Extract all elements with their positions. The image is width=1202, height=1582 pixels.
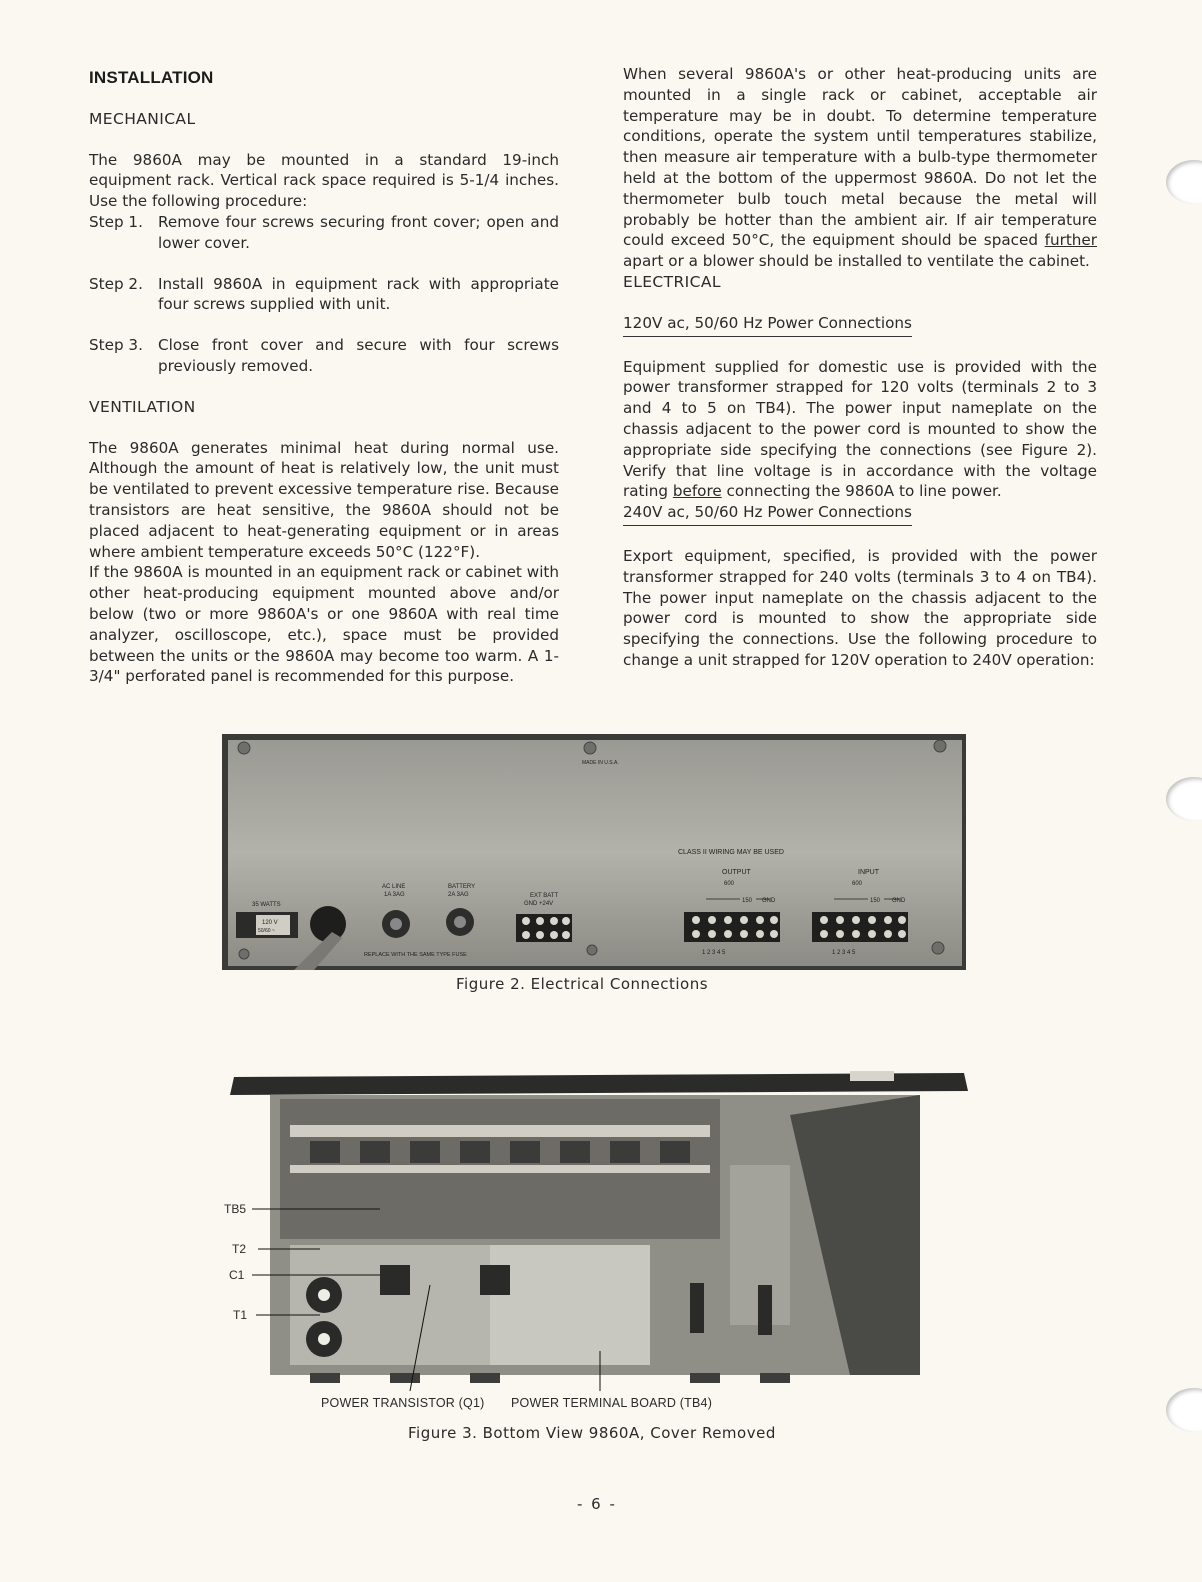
subheading-mechanical: MECHANICAL (89, 109, 196, 128)
step-text: Remove four screws securing front cover; open and lower cover. (158, 212, 559, 252)
svg-text:EXT BATT: EXT BATT (530, 893, 559, 899)
binder-hole-top (1166, 160, 1202, 204)
svg-text:1A 3AG: 1A 3AG (384, 892, 405, 898)
callout-c1: C1 (229, 1268, 245, 1282)
ventilation-paragraph-1: The 9860A generates minimal heat during normal use. Although the amount of heat is relatively low, the unit must be ventilated to prevent excessive temperature rise. Because transistors are heat sensitive, the 9860A should not be placed adjacent to heat-generating equipment or in areas where ambient temperature exceeds 50°C (122°F). (89, 438, 559, 561)
callout-tb5: TB5 (224, 1202, 247, 1216)
underlined-word: further (1044, 231, 1098, 250)
mechanical-intro: The 9860A may be mounted in a standard 19-inch equipment rack. Vertical rack space required is 5-1/4 inches. Use the following procedure: (89, 150, 559, 211)
made-in-label: MADE IN U.S.A. (582, 760, 619, 766)
svg-text:600: 600 (852, 881, 863, 887)
ventilation-paragraph-2: If the 9860A is mounted in an equipment rack or cabinet with other heat-producing equipment mounted above and/or below (two or more 9860A's or one 9860A with real time analyzer, oscilloscope, etc.), space must be provided between the units or the 9860A may become too warm. A 1-3/4" perforated panel is recommended for this purpose. (89, 563, 559, 686)
export-paragraph: Export equipment, specified, is provided with the power transformer strapped for 240 volts (terminals 3 to 4 on TB4). The power input nameplate on the chassis adjacent to the power cord is mounted to show the appropriate side specifying the connections. Use the following procedure to change a unit strapped for 120V operation to 240V operation: (623, 546, 1097, 669)
step-1 (89, 212, 559, 254)
underlined-word: before (672, 482, 722, 501)
svg-text:150: 150 (742, 898, 753, 904)
svg-text:REPLACE WITH THE SAME TYPE FUS: REPLACE WITH THE SAME TYPE FUSE (364, 952, 467, 958)
subheading-ventilation: VENTILATION (89, 397, 196, 416)
class2-label: CLASS II WIRING MAY BE USED (678, 849, 784, 856)
svg-text:GND +24V: GND +24V (524, 901, 554, 907)
figure-2-caption: Figure 2. Electrical Connections (456, 975, 709, 993)
subheading-electrical: ELECTRICAL (623, 272, 721, 291)
figure-3-caption: Figure 3. Bottom View 9860A, Cover Removed (408, 1424, 776, 1442)
svg-text:AC LINE: AC LINE (382, 884, 406, 890)
subheading-240v: 240V ac, 50/60 Hz Power Connections (623, 502, 912, 526)
label-power-transistor: POWER TRANSISTOR (Q1) (321, 1396, 485, 1410)
temperature-paragraph: When several 9860A's or other heat-producing units are mounted in a single rack or cabinet, acceptable air temperature may be in doubt. To determine temperature conditions, operate the system until temperatures stabilize, then measure air temperature with a bulb-type thermometer held at the bottom of the uppermost 9860A. Do not let the thermometer bulb touch metal because the metal will probably be hotter than the ambient air. If air temperature could exceed 50°C, the equipment should be spaced further apart or a blower should be installed to ventilate the cabinet. (623, 65, 1098, 271)
binder-hole-bottom (1166, 1388, 1202, 1432)
domestic-paragraph: Equipment supplied for domestic use is provided with the power transformer strapped for 120 volts (terminals 2 to 3 and 4 to 5 on TB4). The power input nameplate on the chassis adjacent to the power cord is mounted to show the appropriate side specifying the connections (see Figure 2). Verify that line voltage is in accordance with the voltage rating before connecting the 9860A to line power. (623, 357, 1097, 501)
svg-text:1 2 3 4 5: 1 2 3 4 5 (832, 950, 856, 956)
step-2 (89, 274, 559, 316)
svg-text:2A 3AG: 2A 3AG (448, 892, 469, 898)
svg-text:50/60 ~: 50/60 ~ (258, 928, 275, 934)
binder-hole-middle (1166, 777, 1202, 821)
callout-t2: T2 (232, 1242, 247, 1256)
output-label: OUTPUT (722, 869, 751, 876)
left-column (89, 64, 559, 687)
step-label: Step 1. (89, 212, 143, 231)
svg-text:35 WATTS: 35 WATTS (252, 902, 281, 908)
svg-text:GND: GND (892, 898, 906, 904)
label-power-terminal-board: POWER TERMINAL BOARD (TB4) (511, 1396, 713, 1410)
step-3 (89, 335, 559, 377)
step-text: Install 9860A in equipment rack with appropriate four screws supplied with unit. (158, 274, 559, 314)
figure-3-bottom-view-photo (230, 1055, 970, 1395)
svg-text:BATTERY: BATTERY (448, 884, 476, 890)
step-text: Close front cover and secure with four screws previously removed. (158, 336, 559, 375)
subheading-120v: 120V ac, 50/60 Hz Power Connections (623, 313, 912, 337)
svg-text:600: 600 (724, 881, 735, 887)
step-label: Step 3. (89, 336, 143, 355)
svg-text:120 V: 120 V (262, 920, 278, 926)
page-number: - 6 - (577, 1495, 617, 1513)
callout-t1: T1 (233, 1308, 248, 1322)
figure-2-rear-panel-photo (222, 734, 966, 970)
section-heading-installation: INSTALLATION (89, 68, 214, 87)
right-column (623, 64, 1097, 671)
step-label: Step 2. (89, 274, 143, 293)
svg-text:150: 150 (870, 898, 881, 904)
svg-text:GND: GND (762, 898, 776, 904)
input-label: INPUT (858, 869, 879, 876)
svg-text:1 2 3 4 5: 1 2 3 4 5 (702, 950, 726, 956)
